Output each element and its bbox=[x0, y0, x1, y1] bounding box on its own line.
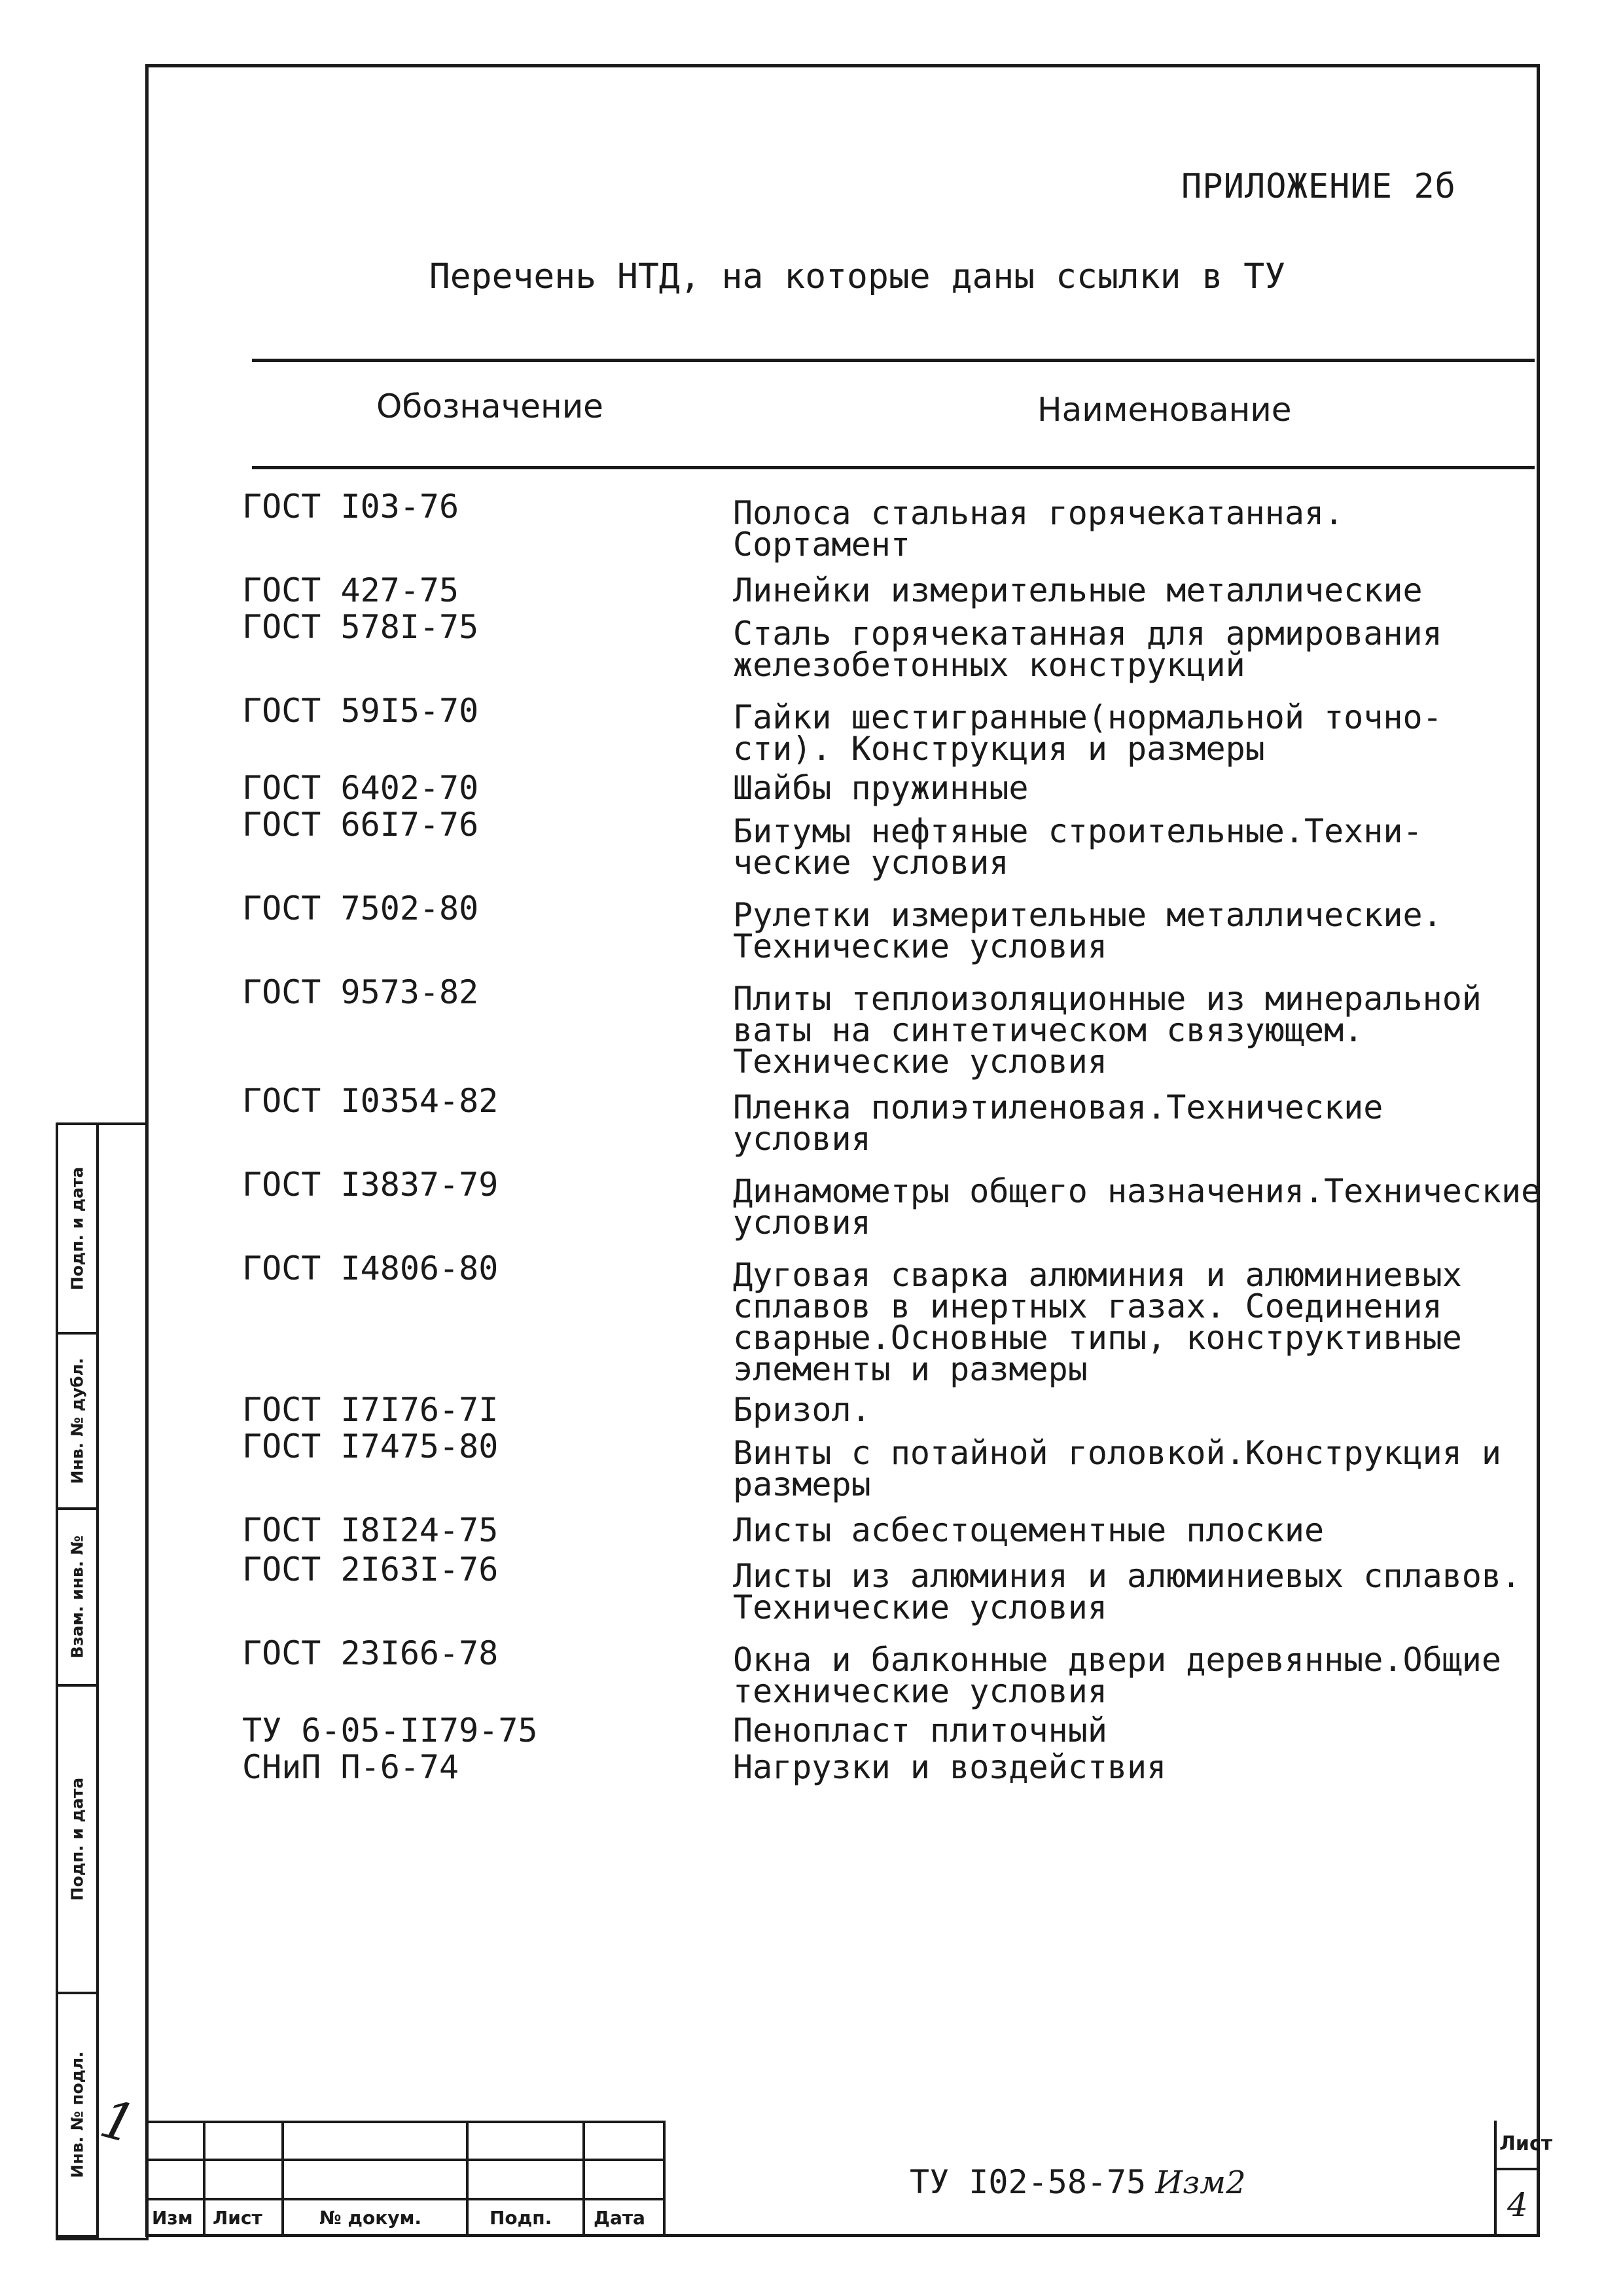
reference-code: ГОСТ I0354-82 bbox=[242, 1082, 499, 1120]
reference-code: ГОСТ 2I63I-76 bbox=[242, 1551, 499, 1588]
reference-name: Динамометры общего назначения.Технические условия bbox=[733, 1172, 1541, 1242]
reference-name: Окна и балконные двери деревянные.Общие технические условия bbox=[733, 1641, 1501, 1710]
doc-code-text: ТУ I02-58-75 bbox=[910, 2163, 1147, 2201]
table-row bbox=[236, 608, 1584, 684]
side-strip-label: Подп. и дата bbox=[67, 1777, 87, 1901]
reference-code: ГОСТ 59I5-70 bbox=[242, 692, 479, 730]
handwritten-change-note: Изм2 bbox=[1155, 2164, 1246, 2201]
table-row bbox=[236, 889, 1584, 965]
table-top-rule bbox=[252, 359, 1535, 362]
table-row bbox=[236, 973, 1584, 1081]
reference-name: Шайбы пружинные bbox=[733, 769, 1029, 807]
reference-name: Рулетки измерительные металлические. Технические условия bbox=[733, 896, 1442, 965]
side-strip-cell bbox=[58, 1994, 96, 2238]
reference-code: ГОСТ 7502-80 bbox=[242, 889, 479, 927]
reference-code: ГОСТ 66I7-76 bbox=[242, 806, 479, 844]
table-row bbox=[236, 1427, 1584, 1503]
side-strip-cell bbox=[58, 1335, 96, 1510]
reference-code: ГОСТ I7475-80 bbox=[242, 1427, 499, 1465]
side-strip-label: Взам. инв. № bbox=[67, 1535, 87, 1659]
reference-name: Полоса стальная горячекатанная. Сортамент bbox=[733, 494, 1344, 564]
reference-code: ГОСТ 427-75 bbox=[242, 571, 459, 609]
title-block-label-signature: Подп. bbox=[490, 2207, 552, 2229]
reference-name: Плиты теплоизоляционные из минеральной ваты на синтетическом связующем. Технические условия bbox=[733, 980, 1482, 1081]
reference-code: ГОСТ I7I76-7I bbox=[242, 1391, 499, 1429]
reference-name: Пленка полиэтиленовая.Технические условия bbox=[733, 1088, 1383, 1158]
sheet-number: 4 bbox=[1507, 2186, 1528, 2224]
table-row bbox=[236, 1166, 1584, 1242]
reference-code: ГОСТ I4806-80 bbox=[242, 1249, 499, 1287]
table-row bbox=[236, 1634, 1584, 1710]
side-strip-label: Инв. № дубл. bbox=[67, 1357, 87, 1484]
sheet-label: Лист bbox=[1499, 2132, 1553, 2155]
table-row bbox=[236, 1511, 1584, 1549]
side-strip-cell bbox=[58, 1125, 96, 1335]
table-row bbox=[236, 571, 1584, 609]
table-row bbox=[236, 1249, 1584, 1388]
table-row bbox=[236, 806, 1584, 882]
reference-name: Битумы нефтяные строительные.Техни- ческие условия bbox=[733, 812, 1423, 882]
reference-name: Нагрузки и воздействия bbox=[733, 1748, 1167, 1786]
table-row bbox=[236, 1712, 1584, 1749]
table-row bbox=[236, 1551, 1584, 1626]
reference-code: ГОСТ 23I66-78 bbox=[242, 1634, 499, 1672]
reference-code: ГОСТ 9573-82 bbox=[242, 973, 479, 1011]
table-header-rule bbox=[252, 466, 1535, 469]
reference-code: СНиП П-6-74 bbox=[242, 1748, 459, 1786]
reference-name: Листы асбестоцементные плоские bbox=[733, 1511, 1325, 1549]
reference-code: ГОСТ 6402-70 bbox=[242, 769, 479, 807]
reference-name: Пенопласт плиточный bbox=[733, 1712, 1107, 1749]
title-block-label-doc-number: № докум. bbox=[319, 2207, 422, 2229]
reference-name: Винты с потайной головкой.Конструкция и размеры bbox=[733, 1434, 1501, 1503]
handwritten-mark: 1 bbox=[94, 2087, 143, 2156]
table-row bbox=[236, 692, 1584, 768]
strip-divider bbox=[96, 1125, 99, 2238]
references-table bbox=[236, 484, 1584, 1786]
column-header-name: Наименование bbox=[1037, 391, 1292, 429]
reference-name: Листы из алюминия и алюминиевых сплавов. Технические условия bbox=[733, 1557, 1522, 1626]
title-block-label-izm: Изм bbox=[152, 2207, 193, 2229]
table-row bbox=[236, 1391, 1584, 1429]
side-strip-label: Инв. № подл. bbox=[67, 2051, 87, 2178]
table-row bbox=[236, 769, 1584, 807]
side-strip-label: Подп. и дата bbox=[67, 1166, 87, 1291]
reference-name: Гайки шестигранные(нормальной точно- сти). Конструкция и размеры bbox=[733, 698, 1442, 768]
reference-code: ТУ 6-05-II79-75 bbox=[242, 1712, 538, 1749]
table-row bbox=[236, 488, 1584, 564]
side-strip-cell bbox=[58, 1510, 96, 1687]
title-block-label-date: Дата bbox=[594, 2207, 645, 2229]
reference-code: ГОСТ 578I-75 bbox=[242, 608, 479, 646]
side-stamp-strip bbox=[56, 1122, 149, 2240]
reference-name: Дуговая сварка алюминия и алюминиевых сплавов в инертных газах. Соединения сварные.Основные типы, конструктивные элементы и размеры bbox=[733, 1256, 1462, 1388]
column-header-code: Обозначение bbox=[376, 387, 603, 425]
table-row bbox=[236, 1748, 1584, 1786]
reference-name: Линейки измерительные металлические bbox=[733, 571, 1423, 609]
title-block-label-list: Лист bbox=[213, 2207, 262, 2229]
reference-name: Бризол. bbox=[733, 1391, 871, 1429]
table-row bbox=[236, 1082, 1584, 1158]
reference-code: ГОСТ I3837-79 bbox=[242, 1166, 499, 1204]
reference-code: ГОСТ I8I24-75 bbox=[242, 1511, 499, 1549]
document-title: Перечень НТД, на которые даны ссылки в ТУ bbox=[429, 257, 1286, 296]
side-strip-cell bbox=[58, 1687, 96, 1994]
reference-code: ГОСТ I03-76 bbox=[242, 488, 459, 526]
reference-name: Сталь горячекатанная для армирования железобетонных конструкций bbox=[733, 615, 1442, 684]
title-block-doc-code bbox=[910, 2163, 1246, 2201]
appendix-label: ПРИЛОЖЕНИЕ 2б bbox=[1181, 167, 1456, 206]
